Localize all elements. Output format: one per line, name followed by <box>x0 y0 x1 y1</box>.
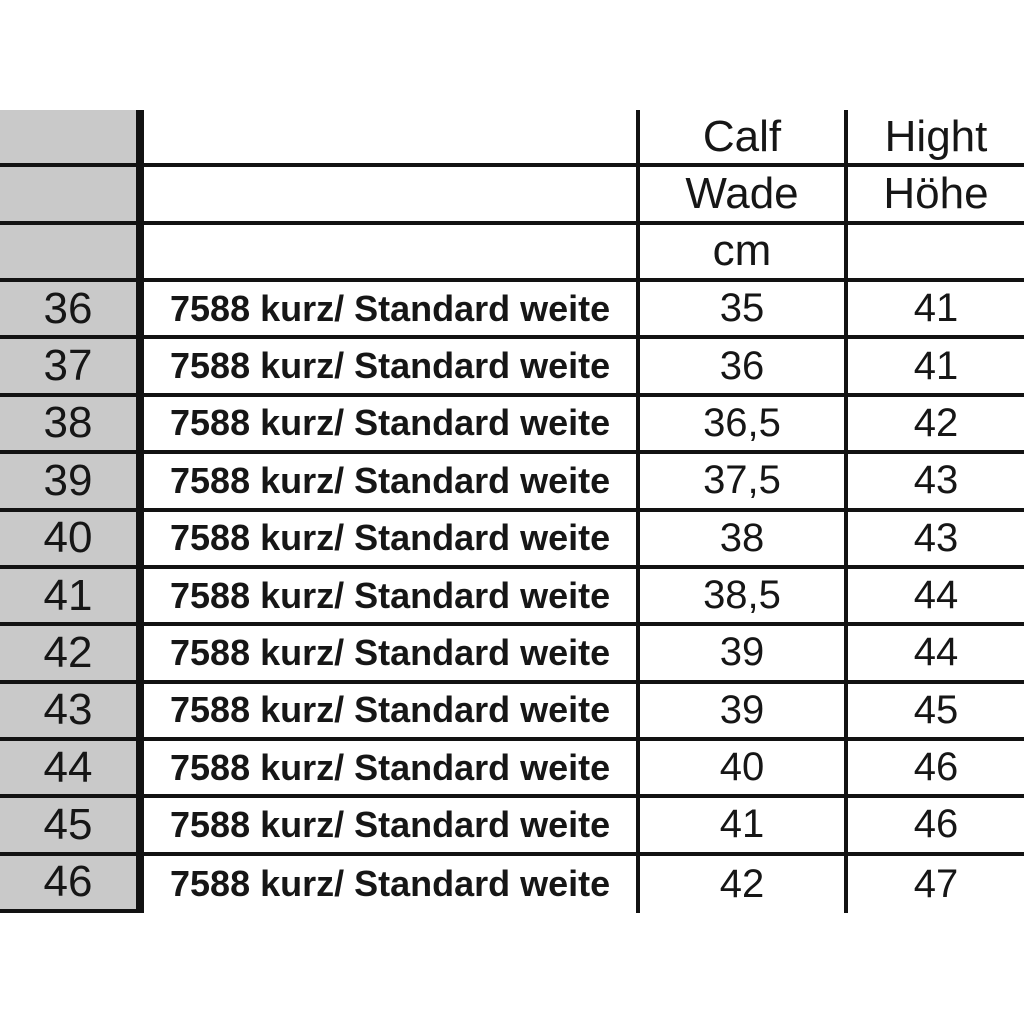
model-cell: 7588 kurz/ Standard weite <box>144 454 640 511</box>
calf-value-cell: 39 <box>640 684 848 741</box>
calf-value-cell: 38 <box>640 512 848 569</box>
size-cell: 43 <box>0 684 144 741</box>
size-cell: 46 <box>0 856 144 913</box>
size-cell: 36 <box>0 282 144 339</box>
size-cell: 42 <box>0 626 144 683</box>
height-value-cell: 44 <box>848 569 1024 626</box>
model-cell: 7588 kurz/ Standard weite <box>144 856 640 913</box>
model-cell: 7588 kurz/ Standard weite <box>144 512 640 569</box>
calf-value-cell: 41 <box>640 798 848 855</box>
height-value-cell: 43 <box>848 512 1024 569</box>
model-cell: 7588 kurz/ Standard weite <box>144 684 640 741</box>
model-cell: 7588 kurz/ Standard weite <box>144 282 640 339</box>
calf-header-de: Wade <box>640 167 848 224</box>
model-header-cell <box>144 225 640 282</box>
calf-value-cell: 40 <box>640 741 848 798</box>
size-chart-grid <box>0 110 1024 913</box>
size-cell: 38 <box>0 397 144 454</box>
model-cell: 7588 kurz/ Standard weite <box>144 397 640 454</box>
calf-value-cell: 42 <box>640 856 848 913</box>
height-value-cell: 46 <box>848 741 1024 798</box>
size-cell: 41 <box>0 569 144 626</box>
corner-cell <box>0 167 144 224</box>
model-cell: 7588 kurz/ Standard weite <box>144 339 640 396</box>
calf-value-cell: 37,5 <box>640 454 848 511</box>
size-cell: 40 <box>0 512 144 569</box>
model-header-cell <box>144 110 640 167</box>
size-cell: 45 <box>0 798 144 855</box>
calf-value-cell: 36,5 <box>640 397 848 454</box>
model-cell: 7588 kurz/ Standard weite <box>144 569 640 626</box>
calf-value-cell: 38,5 <box>640 569 848 626</box>
height-header-en: Hight <box>848 110 1024 167</box>
model-cell: 7588 kurz/ Standard weite <box>144 626 640 683</box>
size-chart-table <box>0 110 1024 913</box>
model-header-cell <box>144 167 640 224</box>
size-cell: 44 <box>0 741 144 798</box>
model-cell: 7588 kurz/ Standard weite <box>144 741 640 798</box>
size-cell: 39 <box>0 454 144 511</box>
calf-value-cell: 35 <box>640 282 848 339</box>
height-value-cell: 44 <box>848 626 1024 683</box>
model-cell: 7588 kurz/ Standard weite <box>144 798 640 855</box>
calf-value-cell: 36 <box>640 339 848 396</box>
height-value-cell: 43 <box>848 454 1024 511</box>
height-value-cell: 41 <box>848 339 1024 396</box>
size-cell: 37 <box>0 339 144 396</box>
height-unit-cell <box>848 225 1024 282</box>
corner-cell <box>0 110 144 167</box>
height-value-cell: 45 <box>848 684 1024 741</box>
calf-value-cell: 39 <box>640 626 848 683</box>
height-value-cell: 41 <box>848 282 1024 339</box>
height-header-de: Höhe <box>848 167 1024 224</box>
calf-header-en: Calf <box>640 110 848 167</box>
corner-cell <box>0 225 144 282</box>
height-value-cell: 42 <box>848 397 1024 454</box>
calf-unit-cell: cm <box>640 225 848 282</box>
height-value-cell: 47 <box>913 861 959 906</box>
height-value-cell: 46 <box>848 798 1024 855</box>
